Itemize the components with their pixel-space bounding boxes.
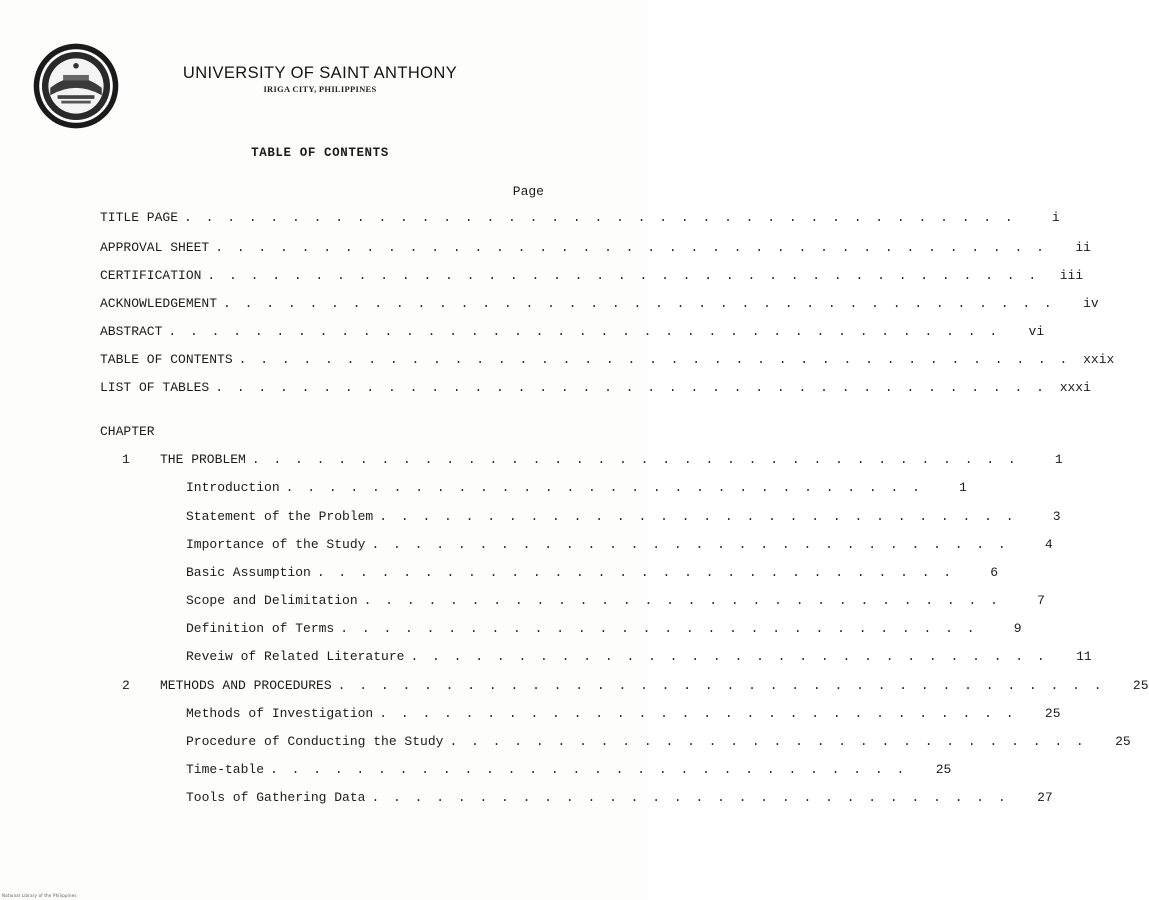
toc-entry-page: 6 <box>990 565 999 580</box>
toc-entry-acknowledgement <box>100 296 1099 314</box>
chapter-number: 2 <box>122 678 130 693</box>
dot-leader: . . . . . . . . . . . . . . . . . . . . . . . . . . . . . . <box>379 706 1017 721</box>
section-label: Reveiw of Related Literature <box>186 649 405 664</box>
toc-entry-abstract <box>100 324 1045 342</box>
dot-leader: . . . . . . . . . . . . . . . . . . . . . . . . . . . . . . <box>449 734 1087 749</box>
dot-leader: . . . . . . . . . . . . . . . . . . . . . . . . . . . . . . <box>410 649 1048 664</box>
toc-entry-page: 1 <box>959 480 967 495</box>
toc-entry-label: TABLE OF CONTENTS <box>100 352 233 367</box>
section-label: Introduction <box>186 480 280 495</box>
toc-section <box>186 762 952 780</box>
toc-entry-page: 25 <box>1132 678 1149 693</box>
section-label: Tools of Gathering Data <box>186 790 366 805</box>
university-name: UNIVERSITY OF SAINT ANTHONY <box>182 64 458 82</box>
dot-leader: . . . . . . . . . . . . . . . . . . . . . . . . . . . . . . <box>371 790 1009 805</box>
chapter-number: 1 <box>122 452 130 467</box>
toc-section <box>186 480 967 498</box>
toc-entry-list-of-tables <box>100 380 1091 398</box>
dot-leader: . . . . . . . . . . . . . . . . . . . . . . . . . . . . . . . . . . . . . . . <box>168 324 1001 339</box>
toc-entry-page: 9 <box>1013 621 1022 636</box>
page-title: TABLE OF CONTENTS <box>251 146 389 160</box>
toc-entry-page: 25 <box>1115 734 1131 749</box>
dot-leader: . . . . . . . . . . . . . . . . . . . . . . . . . . . . . . <box>285 480 923 495</box>
toc-section <box>186 790 1053 808</box>
dot-leader: . . . . . . . . . . . . . . . . . . . . . . . . . . . . . . . . . . . . . . . <box>184 210 1016 225</box>
footer-note: National Library of the Philippines <box>2 893 77 898</box>
university-seal-icon <box>30 40 122 132</box>
toc-section <box>186 621 1022 639</box>
toc-entry-label: TITLE PAGE <box>100 210 179 225</box>
section-label: Importance of the Study <box>186 537 366 552</box>
dot-leader: . . . . . . . . . . . . . . . . . . . . . . . . . . . . . . . . . . . . <box>337 678 1105 693</box>
dot-leader: . . . . . . . . . . . . . . . . . . . . . . . . . . . . . . . . . . . . . . . <box>238 352 1071 367</box>
toc-entry-page: 7 <box>1037 593 1045 608</box>
toc-entry-page: iv <box>1083 296 1099 311</box>
toc-chapter-1 <box>122 452 1063 470</box>
toc-entry-label: CERTIFICATION <box>100 268 202 283</box>
toc-entry-page: 25 <box>935 762 952 777</box>
section-label: Definition of Terms <box>186 621 335 636</box>
dot-leader: . . . . . . . . . . . . . . . . . . . . . . . . . . . . . . . . . . . . . . . <box>207 268 1040 283</box>
toc-entry-certification <box>100 268 1084 286</box>
dot-leader: . . . . . . . . . . . . . . . . . . . . . . . . . . . . . . <box>340 621 978 636</box>
toc-entry-title-page <box>100 210 1060 228</box>
chapter-title: THE PROBLEM <box>160 452 246 467</box>
toc-entry-page: 3 <box>1052 509 1061 524</box>
dot-leader: . . . . . . . . . . . . . . . . . . . . . . . . . . . . . . <box>316 565 955 580</box>
toc-entry-page: xxxi <box>1059 380 1091 395</box>
dot-leader: . . . . . . . . . . . . . . . . . . . . . . . . . . . . . . <box>371 537 1009 552</box>
toc-entry-page: xxix <box>1083 352 1115 367</box>
toc-entry-page: 27 <box>1037 790 1053 805</box>
toc-entry-label: ACKNOWLEDGEMENT <box>100 296 218 311</box>
dot-leader: . . . . . . . . . . . . . . . . . . . . . . . . . . . . . . <box>379 509 1017 524</box>
toc-section <box>186 734 1131 752</box>
dot-leader: . . . . . . . . . . . . . . . . . . . . . . . . . . . . . . . . . . . . . . . <box>223 296 1055 311</box>
page-column-header: Page <box>512 184 544 199</box>
toc-entry-label: ABSTRACT <box>100 324 163 339</box>
toc-entry-page: 1 <box>1054 452 1063 467</box>
chapter-heading: CHAPTER <box>100 424 155 439</box>
toc-section <box>186 537 1053 555</box>
toc-entry-table-of-contents <box>100 352 1115 370</box>
dot-leader: . . . . . . . . . . . . . . . . . . . . . . . . . . . . . . . . . . . . . . . <box>215 240 1047 255</box>
toc-entry-page: 25 <box>1044 706 1061 721</box>
dot-leader: . . . . . . . . . . . . . . . . . . . . . . . . . . . . . . . . . . . . <box>251 452 1019 467</box>
university-city: IRIGA CITY, PHILIPPINES <box>263 84 377 94</box>
section-label: Time-table <box>186 762 265 777</box>
dot-leader: . . . . . . . . . . . . . . . . . . . . . . . . . . . . . . <box>270 762 908 777</box>
toc-section <box>186 565 999 583</box>
toc-entry-page: 4 <box>1044 537 1053 552</box>
section-label: Scope and Delimitation <box>186 593 358 608</box>
section-label: Statement of the Problem <box>186 509 374 524</box>
section-label: Basic Assumption <box>186 565 311 580</box>
toc-entry-page: vi <box>1028 324 1045 339</box>
toc-entry-page: iii <box>1059 268 1084 283</box>
chapter-title: METHODS AND PROCEDURES <box>160 678 332 693</box>
toc-section <box>186 593 1045 611</box>
toc-section <box>186 706 1061 724</box>
toc-entry-label: APPROVAL SHEET <box>100 240 210 255</box>
toc-entry-page: i <box>1051 210 1060 225</box>
toc-entry-page: 11 <box>1076 649 1092 664</box>
toc-entry-label: LIST OF TABLES <box>100 380 210 395</box>
toc-chapter-2 <box>122 678 1149 696</box>
section-label: Procedure of Conducting the Study <box>186 734 444 749</box>
section-label: Methods of Investigation <box>186 706 374 721</box>
toc-section <box>186 509 1061 527</box>
toc-entry-page: ii <box>1075 240 1091 255</box>
toc-entry-approval-sheet <box>100 240 1091 258</box>
dot-leader: . . . . . . . . . . . . . . . . . . . . . . . . . . . . . . <box>363 593 1001 608</box>
toc-section <box>186 649 1092 667</box>
dot-leader: . . . . . . . . . . . . . . . . . . . . . . . . . . . . . . . . . . . . . . . <box>215 380 1047 395</box>
